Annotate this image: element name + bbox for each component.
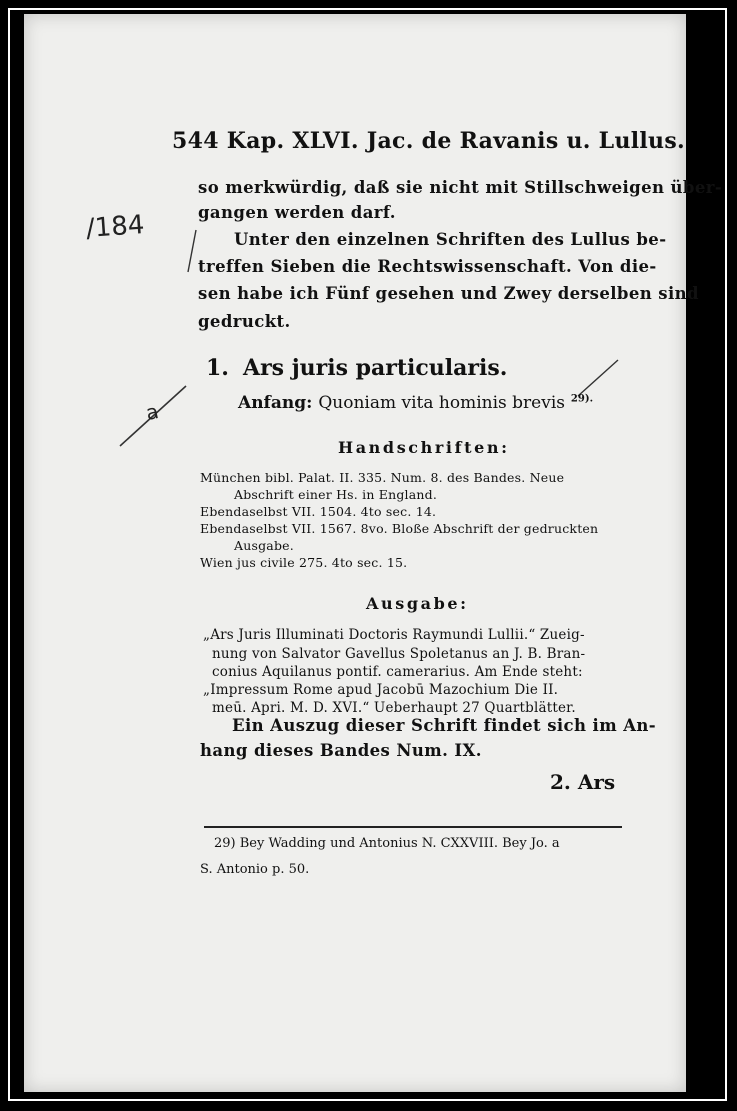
anfang-line bbox=[238, 393, 593, 413]
margin-note-letter: a bbox=[143, 398, 161, 426]
ausgabe-line-1: „Ars Juris Illuminati Doctoris Raymundi Lullii.“ Zueig- bbox=[203, 627, 585, 643]
handschriften-line-4: Ebendaselbst VII. 1567. 8vo. Bloße Abschrift der gedruckten bbox=[200, 521, 599, 536]
footnote-line-2: S. Antonio p. 50. bbox=[200, 862, 310, 877]
page-header: 544 Kap. XLVI. Jac. de Ravanis u. Lullus. bbox=[172, 128, 685, 154]
catchword: 2. Ars bbox=[550, 770, 616, 794]
handschriften-heading: Handschriften: bbox=[338, 438, 510, 457]
handschriften-line-5: Ausgabe. bbox=[234, 538, 294, 553]
paragraph-2-line-1: Unter den einzelnen Schriften des Lullus be- bbox=[234, 230, 667, 249]
ausgabe-line-3: conius Aquilanus pontif. camerarius. Am Ende steht: bbox=[212, 664, 583, 680]
footnote-rule bbox=[204, 826, 622, 828]
footnote-line-1: 29) Bey Wadding und Antonius N. CXXVIII. Bey Jo. a bbox=[214, 836, 560, 851]
paragraph-1-line-2: gangen werden darf. bbox=[198, 203, 396, 222]
page-paper bbox=[24, 14, 686, 1092]
ausgabe-line-2: nung von Salvator Gavellus Spoletanus an J. B. Bran- bbox=[212, 646, 586, 662]
handschriften-line-6: Wien jus civile 275. 4to sec. 15. bbox=[200, 555, 408, 570]
paragraph-3-line-1: Ein Auszug dieser Schrift findet sich im An- bbox=[232, 716, 657, 735]
paragraph-1-line-1: so merkwürdig, daß sie nicht mit Stillschweigen über- bbox=[198, 178, 723, 197]
section-title: Ars juris particularis. bbox=[243, 355, 508, 381]
section-number: 1. bbox=[206, 355, 229, 381]
anfang-label: Anfang: bbox=[238, 393, 313, 413]
paragraph-2-line-3: sen habe ich Fünf gesehen und Zwey derselben sind bbox=[198, 284, 699, 303]
handschriften-line-3: Ebendaselbst VII. 1504. 4to sec. 14. bbox=[200, 504, 437, 519]
anfang-text: Quoniam vita hominis brevis bbox=[318, 393, 565, 413]
margin-note-shelfmark: /184 bbox=[85, 209, 146, 245]
ausgabe-line-4: „Impressum Rome apud Jacobū Mazochium Die II. bbox=[203, 682, 559, 698]
paragraph-2-line-4: gedruckt. bbox=[198, 312, 291, 331]
anfang-footnote-ref: 29). bbox=[570, 393, 594, 405]
paragraph-2-line-2: treffen Sieben die Rechtswissenschaft. Von die- bbox=[198, 257, 657, 276]
handschriften-line-1: München bibl. Palat. II. 335. Num. 8. des Bandes. Neue bbox=[200, 470, 565, 485]
paragraph-3-line-2: hang dieses Bandes Num. IX. bbox=[200, 741, 482, 760]
handschriften-line-2: Abschrift einer Hs. in England. bbox=[234, 487, 438, 502]
ausgabe-line-5: meū. Apri. M. D. XVI.“ Ueberhaupt 27 Quartblätter. bbox=[212, 700, 576, 716]
ausgabe-heading: Ausgabe: bbox=[366, 594, 469, 613]
